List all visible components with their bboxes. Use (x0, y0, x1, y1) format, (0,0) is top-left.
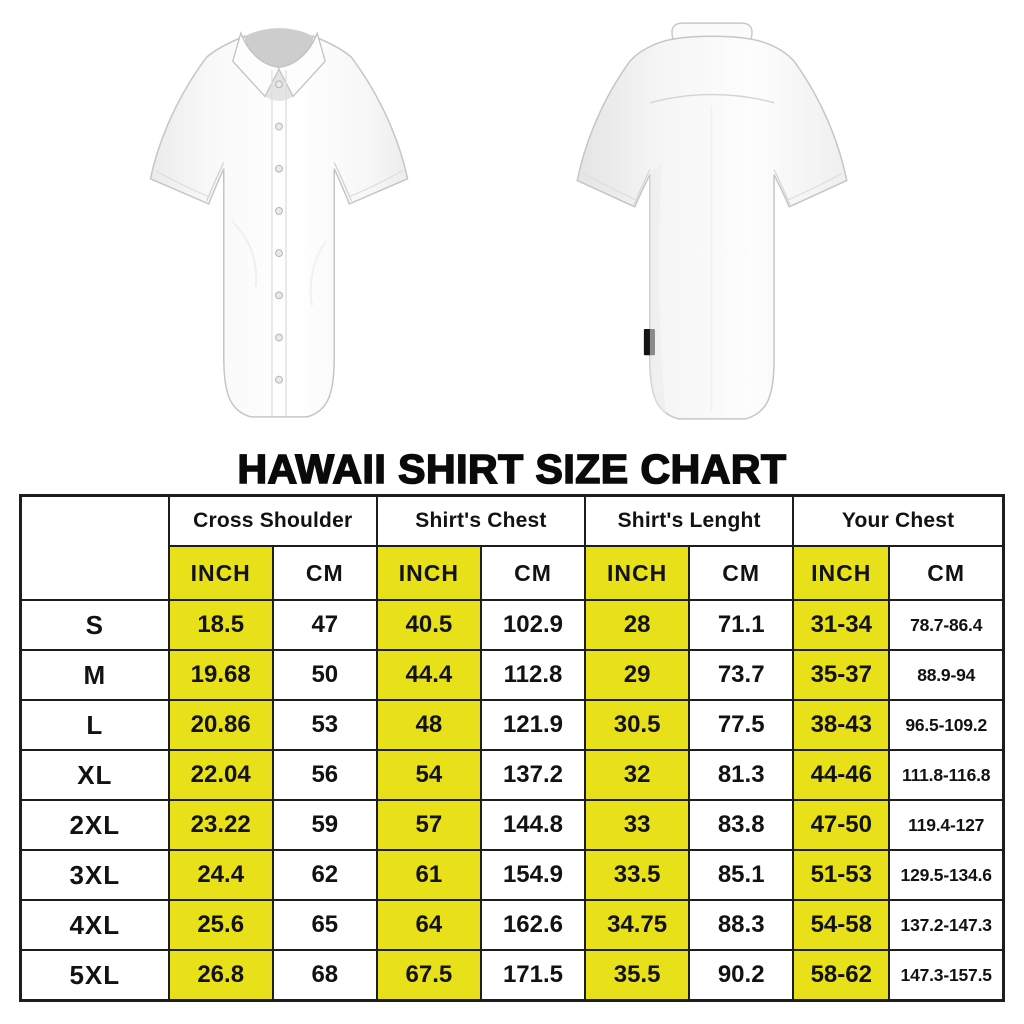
shirt-front-image (112, 10, 446, 442)
cell: 144.8 (481, 800, 585, 850)
cell: 40.5 (377, 600, 481, 650)
cell: 64 (377, 900, 481, 950)
cell: 112.8 (481, 650, 585, 700)
cell: 28 (585, 600, 689, 650)
cell: 33 (585, 800, 689, 850)
cell: 90.2 (689, 950, 793, 1001)
cell: 154.9 (481, 850, 585, 900)
cell: 57 (377, 800, 481, 850)
cell: 83.8 (689, 800, 793, 850)
unit-inch: INCH (793, 546, 889, 600)
cell: 31-34 (793, 600, 889, 650)
unit-inch: INCH (169, 546, 273, 600)
shirt-back-image (542, 10, 882, 438)
cell: 119.4-127 (889, 800, 1003, 850)
table-row-m (21, 650, 1004, 700)
table-row-2xl (21, 800, 1004, 850)
table-row-3xl (21, 850, 1004, 900)
cell: 32 (585, 750, 689, 800)
page-title: HAWAII SHIRT SIZE CHART (237, 446, 787, 492)
cell: 56 (273, 750, 377, 800)
cell: 121.9 (481, 700, 585, 750)
cell: 50 (273, 650, 377, 700)
cell: 96.5-109.2 (889, 700, 1003, 750)
group-header-your-chest: Your Chest (793, 496, 1003, 547)
cell: 77.5 (689, 700, 793, 750)
cell: 102.9 (481, 600, 585, 650)
cell: 68 (273, 950, 377, 1001)
unit-header-row (21, 546, 1004, 600)
cell: 20.86 (169, 700, 273, 750)
cell: 61 (377, 850, 481, 900)
corner-cell (21, 496, 169, 601)
cell: 147.3-157.5 (889, 950, 1003, 1001)
cell: 35-37 (793, 650, 889, 700)
cell: 85.1 (689, 850, 793, 900)
cell: 44.4 (377, 650, 481, 700)
unit-inch: INCH (377, 546, 481, 600)
cell: 47 (273, 600, 377, 650)
cell: 67.5 (377, 950, 481, 1001)
table-row-l (21, 700, 1004, 750)
size-label: 2XL (21, 800, 169, 850)
cell: 81.3 (689, 750, 793, 800)
cell: 54 (377, 750, 481, 800)
cell: 58-62 (793, 950, 889, 1001)
cell: 51-53 (793, 850, 889, 900)
size-label: 5XL (21, 950, 169, 1001)
size-label: S (21, 600, 169, 650)
cell: 65 (273, 900, 377, 950)
group-header-shirts-chest: Shirt's Chest (377, 496, 585, 547)
cell: 62 (273, 850, 377, 900)
size-label: L (21, 700, 169, 750)
size-label: 4XL (21, 900, 169, 950)
group-header-shirts-length: Shirt's Lenght (585, 496, 793, 547)
cell: 26.8 (169, 950, 273, 1001)
cell: 171.5 (481, 950, 585, 1001)
size-label: M (21, 650, 169, 700)
table-row-5xl (21, 950, 1004, 1001)
cell: 78.7-86.4 (889, 600, 1003, 650)
cell: 73.7 (689, 650, 793, 700)
cell: 24.4 (169, 850, 273, 900)
size-chart-table (19, 494, 1005, 1002)
group-header-row (21, 496, 1004, 547)
cell: 88.3 (689, 900, 793, 950)
cell: 23.22 (169, 800, 273, 850)
product-images (0, 0, 1024, 446)
cell: 35.5 (585, 950, 689, 1001)
cell: 18.5 (169, 600, 273, 650)
cell: 22.04 (169, 750, 273, 800)
cell: 137.2-147.3 (889, 900, 1003, 950)
cell: 162.6 (481, 900, 585, 950)
cell: 29 (585, 650, 689, 700)
cell: 33.5 (585, 850, 689, 900)
table-row-s (21, 600, 1004, 650)
cell: 47-50 (793, 800, 889, 850)
cell: 54-58 (793, 900, 889, 950)
table-row-4xl (21, 900, 1004, 950)
unit-cm: CM (273, 546, 377, 600)
unit-cm: CM (889, 546, 1003, 600)
cell: 71.1 (689, 600, 793, 650)
cell: 25.6 (169, 900, 273, 950)
cell: 88.9-94 (889, 650, 1003, 700)
cell: 137.2 (481, 750, 585, 800)
cell: 38-43 (793, 700, 889, 750)
unit-cm: CM (689, 546, 793, 600)
table-row-xl (21, 750, 1004, 800)
unit-cm: CM (481, 546, 585, 600)
cell: 44-46 (793, 750, 889, 800)
cell: 34.75 (585, 900, 689, 950)
cell: 59 (273, 800, 377, 850)
cell: 53 (273, 700, 377, 750)
cell: 111.8-116.8 (889, 750, 1003, 800)
cell: 48 (377, 700, 481, 750)
cell: 129.5-134.6 (889, 850, 1003, 900)
group-header-cross-shoulder: Cross Shoulder (169, 496, 377, 547)
size-label: XL (21, 750, 169, 800)
cell: 19.68 (169, 650, 273, 700)
cell: 30.5 (585, 700, 689, 750)
unit-inch: INCH (585, 546, 689, 600)
size-label: 3XL (21, 850, 169, 900)
